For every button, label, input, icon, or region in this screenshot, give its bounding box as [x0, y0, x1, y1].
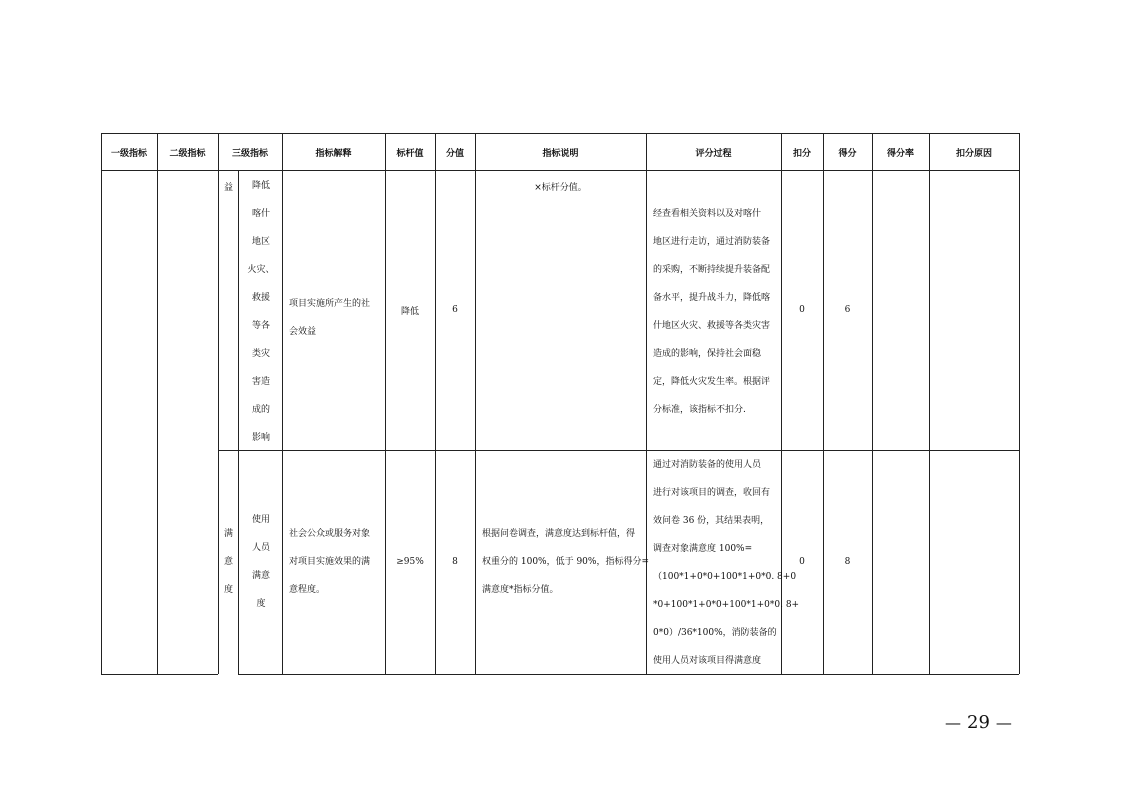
page-dash-left: — — [945, 713, 961, 732]
row1-process — [653, 200, 770, 424]
header-explanation: 指标解释 — [315, 148, 352, 159]
row1-note: ×标杆分值。 — [534, 182, 587, 193]
text-line: 分标准，该指标不扣分. — [653, 405, 746, 415]
text-line: 经查看相关资料以及对喀什 — [653, 209, 762, 219]
header-note: 指标说明 — [542, 148, 579, 159]
text-line: 定，降低火灾发生率。根据评 — [653, 377, 771, 387]
text-line: 成的 — [251, 405, 270, 415]
text-line: 喀什 — [251, 209, 270, 219]
header-score-rate: 得分率 — [886, 148, 914, 159]
text-line: 满意度*指标分值。 — [482, 585, 559, 595]
row1-explanation — [289, 290, 370, 346]
text-line: 权重分的 100%，低于 90%，指标得分= — [482, 557, 649, 567]
row1-deduct: 0 — [799, 305, 805, 315]
text-line: 影响 — [251, 433, 270, 443]
col-line — [282, 133, 283, 674]
header-deduct: 扣分 — [792, 148, 811, 159]
text-line: *0+100*1+0*0+100*1+0*0. 8+ — [653, 600, 800, 610]
row2-deduct: 0 — [799, 557, 805, 567]
row1-score-value: 6 — [452, 305, 458, 315]
row1-level3-name — [240, 172, 282, 452]
text-line: 造成的影响，保持社会面稳 — [653, 349, 762, 359]
row2-process — [653, 451, 799, 675]
text-line: 会效益 — [289, 327, 317, 337]
text-line: 类灾 — [251, 349, 270, 359]
row2-benchmark: ≥95% — [396, 557, 424, 567]
row2-score-value: 8 — [452, 557, 458, 567]
header-level3: 三级指标 — [231, 148, 268, 159]
text-line: 通过对消防装备的使用人员 — [653, 460, 762, 470]
text-line: 度 — [256, 599, 266, 609]
text-line: 地区 — [251, 237, 270, 247]
table-bottom-border-right — [238, 674, 1019, 675]
text-line: 的采购，不断持续提升装备配 — [653, 265, 771, 275]
text-line: 害造 — [251, 377, 270, 387]
header-deduct-reason: 扣分原因 — [955, 148, 992, 159]
header-process: 评分过程 — [695, 148, 732, 159]
page-number — [945, 712, 1025, 733]
text-line: 备水平，提升战斗力，降低喀 — [653, 293, 771, 303]
col-line — [823, 133, 824, 674]
header-score: 得分 — [838, 148, 857, 159]
row2-level3-category — [219, 520, 238, 604]
table-bottom-border-left — [101, 674, 218, 675]
text-line: 使用 — [251, 515, 270, 525]
header-level1: 一级指标 — [110, 148, 147, 159]
text-line: 火灾、 — [247, 265, 275, 275]
text-line: 调查对象满意度 100%= — [653, 544, 753, 554]
col-line — [157, 133, 158, 674]
col-line — [435, 133, 436, 674]
col-line — [475, 133, 476, 674]
header-level2: 二级指标 — [169, 148, 206, 159]
text-line: 效问卷 36 份，其结果表明， — [653, 516, 770, 526]
text-line: 对项目实施效果的满 — [289, 557, 371, 567]
text-line: （100*1+0*0+100*1+0*0. 8+0 — [653, 572, 797, 582]
row-divider — [219, 450, 1019, 451]
col-line — [101, 133, 102, 674]
header-score-value: 分值 — [445, 148, 464, 159]
header-benchmark: 标杆值 — [396, 148, 424, 159]
text-line: 地区进行走访，通过消防装备 — [653, 237, 771, 247]
col-line — [238, 170, 239, 674]
text-line: 项目实施所产生的社 — [289, 299, 371, 309]
col-line — [385, 133, 386, 674]
text-line: 救援 — [251, 293, 270, 303]
page-number-value: 29 — [967, 712, 990, 733]
text-line: 满 — [223, 529, 233, 539]
text-line: 什地区火灾、救援等各类灾害 — [653, 321, 771, 331]
text-line: 根据问卷调查，满意度达到标杆值，得 — [482, 529, 636, 539]
text-line: 满意 — [251, 571, 270, 581]
row2-explanation — [289, 520, 370, 604]
row1-benchmark: 降低 — [400, 306, 419, 317]
text-line: 等各 — [251, 321, 270, 331]
text-line: 人员 — [251, 543, 270, 553]
text-line: 社会公众或服务对象 — [289, 529, 371, 539]
col-line — [929, 133, 930, 674]
col-line — [872, 133, 873, 674]
text-line: 进行对该项目的调查，收回有 — [653, 488, 771, 498]
row2-note — [482, 520, 649, 604]
text-line: 意 — [223, 557, 233, 567]
text-line: 使用人员对该项目得满意度 — [653, 656, 762, 666]
row1-score: 6 — [844, 305, 851, 315]
text-line: 降低 — [251, 181, 270, 191]
text-line: 度 — [223, 585, 233, 595]
col-line — [1019, 133, 1020, 674]
row2-score: 8 — [844, 557, 851, 567]
text-line: 0*0）/36*100%，消防装备的 — [653, 628, 777, 638]
row2-level3-name — [240, 506, 282, 618]
row1-level3-tail: 益 — [224, 183, 234, 193]
text-line: 意程度。 — [289, 585, 326, 595]
page-dash-right: — — [995, 713, 1012, 732]
